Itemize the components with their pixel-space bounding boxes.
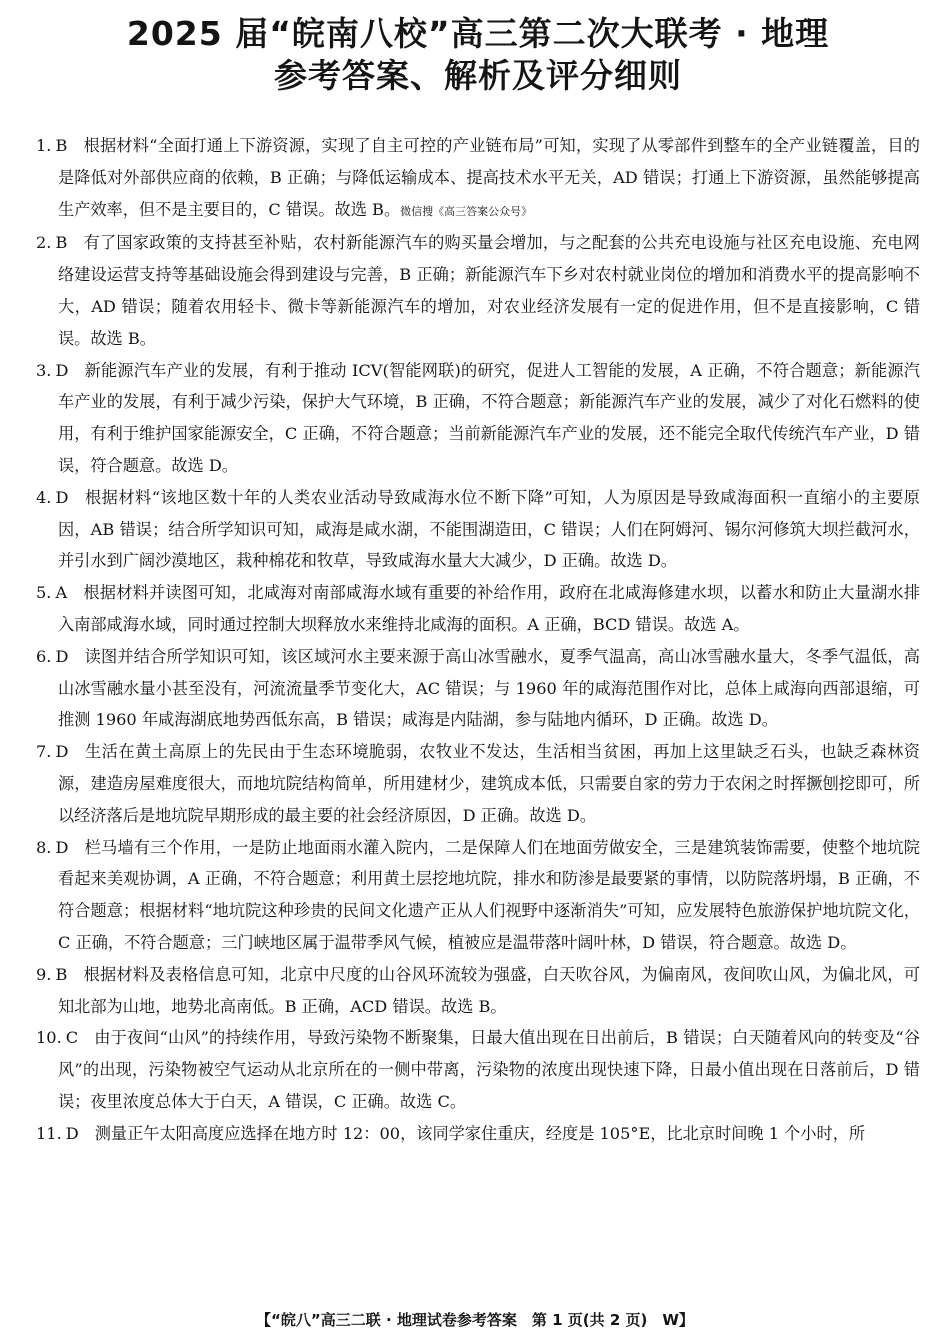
answer-choice: D: [55, 742, 69, 762]
answer-number: 10.: [36, 1028, 62, 1048]
answer-item-6: [36, 641, 920, 736]
wechat-note: 微信搜《高三答案公众号》: [400, 204, 533, 218]
answer-item-10: [36, 1022, 920, 1117]
answer-explanation: 根据材料“该地区数十年的人类农业活动导致咸海水位不断下降”可知，人为原因是导致咸海面积一直缩小的主要原因，AB 错误；结合所学知识可知，咸海是咸水湖，不能围湖造田，C 错误；人们在阿姆河、锡尔河修筑大坝拦截河水，并引水到广阔沙漠地区，栽种棉花和牧草，导致咸海水量大大减少，D 正确。故选 D。: [58, 487, 920, 571]
answer-number: 2.: [36, 233, 52, 253]
answer-choice: D: [55, 360, 69, 380]
document-subtitle: 参考答案、解析及评分细则: [274, 56, 682, 95]
answer-explanation: 新能源汽车产业的发展，有利于推动 ICV(智能网联)的研究，促进人工智能的发展，A 正确，不符合题意；新能源汽车产业的发展，有利于减少污染，保护大气环境，B 正确，不符合题意；新能源汽车产业的发展，减少了对化石燃料的使用，有利于维护国家能源安全，C 正确，不符合题意；当前新能源汽车产业的发展，还不能完全取代传统汽车产业，D 错误，符合题意。故选 D。: [58, 360, 920, 475]
document-title: 2025 届“皖南八校”高三第二次大联考 · 地理: [126, 14, 830, 53]
answer-choice: B: [55, 233, 68, 253]
page-footer: 【“皖八”高三二联 · 地理试卷参考答案 第 1 页(共 2 页) W】: [256, 1311, 694, 1329]
answer-explanation: 根据材料及表格信息可知，北京中尺度的山谷风环流较为强盛，白天吹谷风，为偏南风，夜间吹山风，为偏北风，可知北部为山地，地势北高南低。B 正确，ACD 错误。故选 B。: [58, 964, 920, 1016]
answer-item-3: [36, 355, 920, 482]
answer-item-9: [36, 959, 920, 1023]
answer-explanation: 生活在黄土高原上的先民由于生态环境脆弱，农牧业不发达，生活相当贫困，再加上这里缺乏石头，也缺乏森林资源，建造房屋难度很大，而地坑院结构简单，所用建材少，建筑成本低，只需要自家的劳力于农闲之时挥撅刨挖即可，所以经济落后是地坑院早期形成的最主要的社会经济原因，D 正确。故选 D。: [58, 742, 920, 825]
answer-list: [36, 130, 920, 1150]
answer-choice: B: [55, 964, 68, 984]
answer-explanation: 由于夜间“山风”的持续作用，导致污染物不断聚集，日最大值出现在日出前后，B 错误；白天随着风向的转变及“谷风”的出现，污染物被空气运动从北京所在的一侧中带离，污染物的浓度出现快速下降，日最小值出现在日落前后，D 错误；夜里浓度总体大于白天，A 错误，C 正确。故选 C。: [58, 1028, 920, 1111]
answer-number: 9.: [36, 964, 52, 984]
answer-number: 7.: [36, 742, 52, 762]
answer-item-7: [36, 736, 920, 831]
answer-item-5: [36, 577, 920, 641]
answer-item-1: [36, 130, 920, 227]
answer-explanation: 测量正午太阳高度应选择在地方时 12：00，该同学家住重庆，经度是 105°E，比北京时间晚 1 个小时，所: [94, 1123, 866, 1143]
answer-number: 11.: [36, 1123, 62, 1143]
answer-item-4: [36, 482, 920, 577]
answer-explanation: 读图并结合所学知识可知，该区域河水主要来源于高山冰雪融水，夏季气温高，高山冰雪融水量大，冬季气温低，高山冰雪融水量小甚至没有，河流流量季节变化大，AC 错误；与 1960 年的咸海范围作对比，总体上咸海向西部退缩，可推测 1960 年咸海湖底地势西低东高，B 错误；咸海是内陆湖，参与陆地内循环，D 正确。故选 D。: [58, 646, 920, 730]
answer-explanation: 根据材料并读图可知，北咸海对南部咸海水域有重要的补给作用，政府在北咸海修建水坝，以蓄水和防止大量湖水排入南部咸海水域，同时通过控制大坝释放水来维持北咸海的面积。A 正确，BCD 错误。故选 A。: [58, 583, 920, 634]
answer-item-2: [36, 227, 920, 354]
answer-number: 6.: [36, 646, 52, 666]
answer-item-11: [36, 1118, 920, 1150]
answer-number: 1.: [36, 136, 52, 155]
answer-explanation: 栏马墙有三个作用，一是防止地面雨水灌入院内，二是保障人们在地面劳做安全，三是建筑装饰需要，使整个地坑院看起来美观协调，A 正确，不符合题意；利用黄土层挖地坑院，排水和防渗是最要紧的事情，以防院落坍塌，B 正确，不符合题意；根据材料“地坑院这种珍贵的民间文化遗产正从人们视野中逐渐消失”可知，应发展特色旅游保护地坑院文化，C 正确，不符合题意；三门峡地区属于温带季风气候，植被应是温带落叶阔叶林，D 错误，符合题意。故选 D。: [58, 837, 920, 952]
answer-choice: D: [55, 837, 69, 857]
answer-choice: C: [65, 1028, 79, 1048]
answer-choice: D: [55, 487, 69, 507]
answer-number: 3.: [36, 360, 52, 380]
answer-number: 5.: [36, 583, 52, 603]
answer-explanation: 根据材料“全面打通上下游资源，实现了自主可控的产业链布局”可知，实现了从零部件到整车的全产业链覆盖，目的是降低对外部供应商的依赖，B 正确；与降低运输成本、提高技术水平无关，AD 错误；打通上下游资源，虽然能够提高生产效率，但不是主要目的，C 错误。故选 B。: [58, 136, 920, 219]
answer-choice: D: [65, 1123, 79, 1143]
answer-explanation: 有了国家政策的支持甚至补贴，农村新能源汽车的购买量会增加，与之配套的公共充电设施与社区充电设施、充电网络建设运营支持等基础设施会得到建设与完善，B 正确；新能源汽车下乡对农村就业岗位的增加和消费水平的提高影响不大，AD 错误；随着农用轻卡、微卡等新能源汽车的增加，对农业经济发展有一定的促进作用，但不是直接影响，C 错误。故选 B。: [58, 233, 920, 348]
answer-number: 8.: [36, 837, 52, 857]
answer-choice: A: [55, 583, 68, 603]
answer-choice: D: [55, 646, 69, 666]
answer-item-8: [36, 832, 920, 959]
answer-choice: B: [55, 136, 68, 155]
answer-number: 4.: [36, 487, 52, 507]
